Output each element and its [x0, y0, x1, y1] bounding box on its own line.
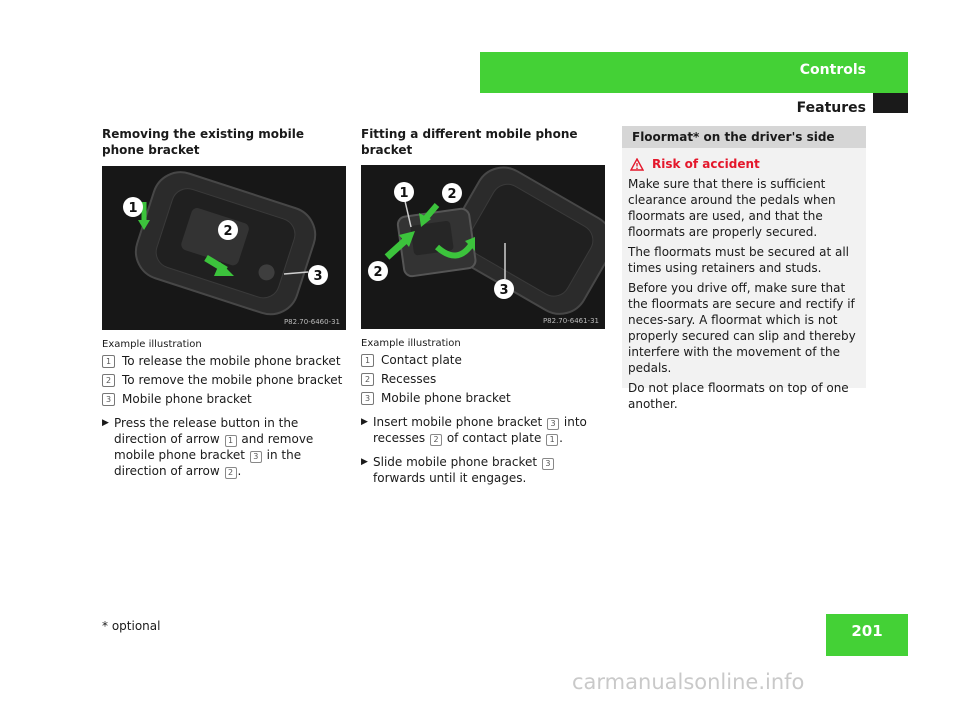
instruction-part: .: [559, 431, 563, 445]
instruction-part: and remove mobile phone bracket: [114, 432, 314, 462]
page-number-box: [826, 614, 908, 656]
inline-ref: 2: [225, 467, 237, 479]
heading-removing-bracket: Removing the existing mobile phone bracket: [102, 127, 304, 157]
svg-text:2: 2: [373, 265, 383, 280]
svg-text:2: 2: [223, 224, 233, 239]
legend-list: [361, 352, 609, 406]
heading-fitting-bracket: Fitting a different mobile phone bracket: [361, 127, 578, 157]
bracket-removal-illustration: [102, 166, 346, 330]
instruction-step: [102, 415, 350, 479]
floormat-box-title: Floormat* on the driver's side: [622, 126, 866, 148]
instruction-text: [373, 414, 609, 446]
callout-3: [308, 265, 328, 285]
legend-text: Mobile phone bracket: [381, 391, 511, 405]
header-subsection-title: Features: [796, 100, 866, 116]
svg-text:2: 2: [447, 187, 457, 202]
svg-text:1: 1: [128, 201, 138, 216]
legend-item: [102, 353, 350, 369]
floormat-paragraph: The floormats must be secured at all times using retainers and studs.: [628, 245, 850, 275]
legend-list: [102, 353, 350, 407]
svg-text:3: 3: [499, 283, 509, 298]
watermark: carmanualsonline.info: [572, 670, 805, 694]
floormat-info-box: [622, 126, 866, 411]
warning-row: [628, 156, 860, 172]
instruction-part: Press the release button in the direction of arrow: [114, 416, 299, 446]
column-floormat: [622, 126, 866, 411]
legend-number: 1: [361, 354, 374, 367]
instruction-part: Insert mobile phone bracket: [373, 415, 543, 429]
legend-number: 2: [102, 374, 115, 387]
callout-2b: [368, 261, 388, 281]
callout-2: [218, 220, 238, 240]
instruction-part: .: [237, 464, 242, 478]
header-tab-marker: [873, 93, 908, 113]
legend-text: Recesses: [381, 372, 437, 386]
instruction-arrow-icon: ▶: [102, 418, 109, 428]
callout-3: [494, 279, 514, 299]
instruction-text: [114, 415, 350, 479]
legend-number: 3: [102, 393, 115, 406]
figure-caption: Example illustration: [361, 338, 461, 349]
figure-fitting-bracket: [361, 165, 605, 329]
inline-ref: 1: [225, 435, 237, 447]
floormat-paragraph: Make sure that there is sufficient clearance around the pedals when floormats are used, and that the floormats are properly secured.: [628, 177, 836, 239]
legend-text: Mobile phone bracket: [122, 392, 252, 406]
inline-ref: 3: [547, 418, 559, 430]
instruction-part: in the direction of arrow: [114, 448, 302, 478]
callout-2: [442, 183, 462, 203]
legend-number: 1: [102, 355, 115, 368]
instruction-part: Slide mobile phone bracket: [373, 455, 538, 469]
callout-1: [394, 182, 414, 202]
header-section-title: Controls: [799, 62, 866, 78]
legend-text: Contact plate: [381, 353, 462, 367]
bracket-fitting-illustration: [361, 165, 605, 329]
legend-item: [361, 352, 609, 368]
legend-item: [361, 371, 609, 387]
legend-item: [361, 390, 609, 406]
floormat-box-body: [622, 148, 866, 412]
legend-number: 3: [361, 392, 374, 405]
legend-item: [102, 391, 350, 407]
warning-title: Risk of accident: [652, 157, 760, 171]
column-removing-bracket: [102, 126, 350, 479]
inline-ref: 3: [250, 451, 262, 463]
page-number: 201: [851, 622, 883, 640]
column-fitting-bracket: [361, 126, 609, 486]
svg-text:3: 3: [313, 269, 323, 284]
instruction-part: forwards until it engages.: [373, 471, 527, 485]
footnote: * optional: [102, 619, 161, 633]
figure-code: P82.70-6460-31: [283, 318, 340, 326]
inline-ref: 2: [430, 434, 442, 446]
instruction-step: [361, 414, 609, 446]
instruction-part: into recesses: [373, 415, 587, 445]
instruction-text: [373, 454, 609, 486]
instruction-arrow-icon: ▶: [361, 417, 368, 427]
floormat-paragraph: Do not place floormats on top of one another.: [628, 381, 849, 411]
figure-removing-bracket: [102, 166, 346, 330]
legend-item: [102, 372, 350, 388]
instruction-step: [361, 454, 609, 486]
legend-text: To release the mobile phone bracket: [122, 354, 341, 368]
legend-number: 2: [361, 373, 374, 386]
floormat-paragraph: Before you drive off, make sure that the floormats are secure and rectify if neces-sary. A floormat which is not properly secured can slip and thereby interfere with the movement of the pedals.: [628, 281, 856, 375]
figure-caption: Example illustration: [102, 339, 202, 350]
legend-text: To remove the mobile phone bracket: [122, 373, 343, 387]
instruction-arrow-icon: ▶: [361, 457, 368, 467]
figure-code: P82.70-6461-31: [542, 317, 599, 325]
warning-triangle-icon: [630, 158, 644, 171]
inline-ref: 3: [542, 458, 554, 470]
instruction-part: of contact plate: [446, 431, 542, 445]
svg-text:1: 1: [399, 186, 409, 201]
callout-1: [123, 197, 143, 217]
inline-ref: 1: [546, 434, 558, 446]
